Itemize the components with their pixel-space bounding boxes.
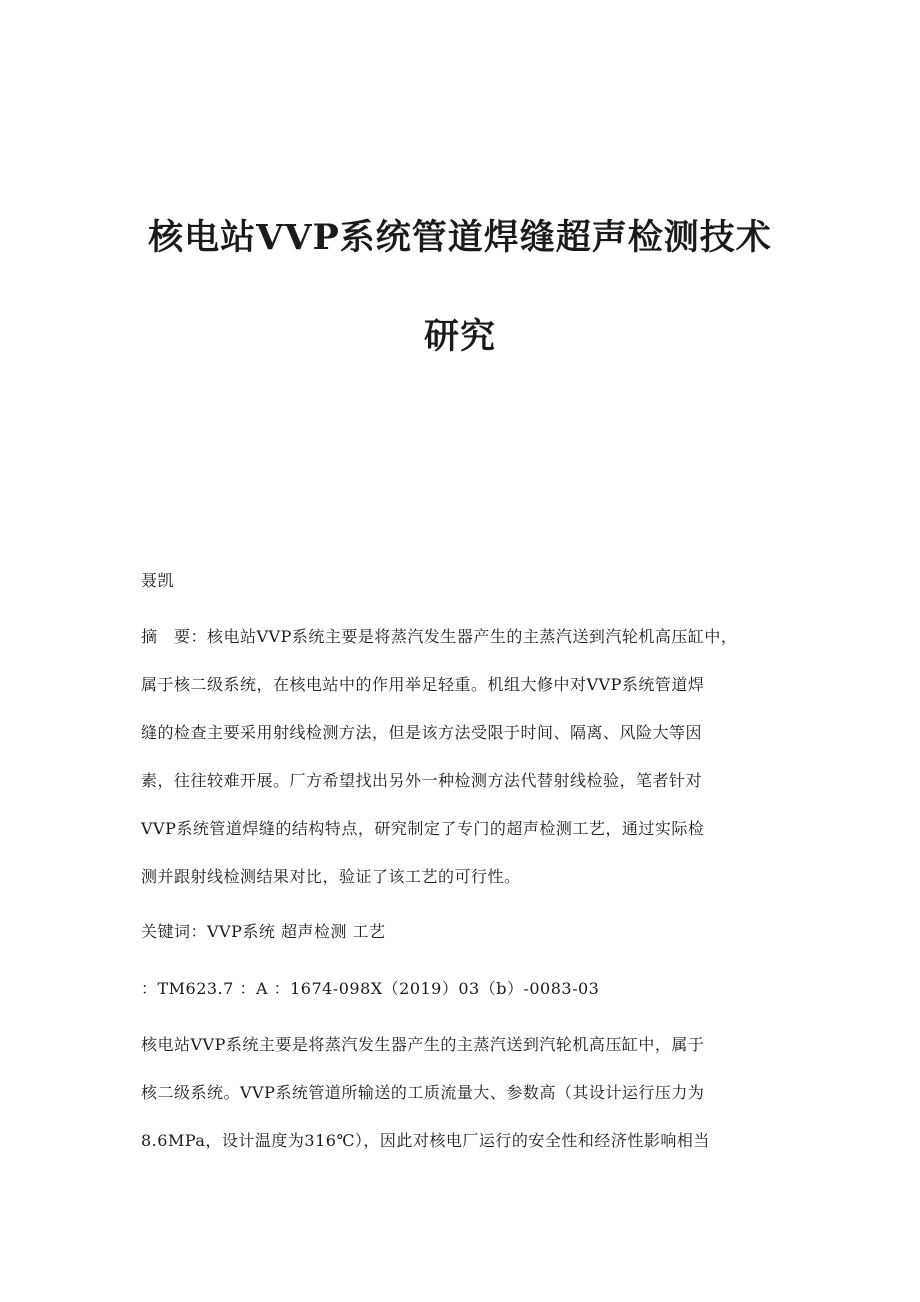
abstract-line: 素，往往较难开展。厂方希望找出另外一种检测方法代替射线检验，笔者针对 xyxy=(141,771,703,790)
paper-title-line-1: 核电站VVP系统管道焊缝超声检测技术 xyxy=(148,217,772,258)
body-paragraph-line: 8.6MPa，设计温度为316℃），因此对核电厂运行的安全性和经济性影响相当 xyxy=(141,1131,710,1150)
author-name: 聂凯 xyxy=(141,571,175,590)
body-paragraph-line: 核二级系统。VVP系统管道所输送的工质流量大、参数高（其设计运行压力为 xyxy=(141,1083,705,1102)
paper-title-line-2: 研究 xyxy=(423,316,496,357)
body-paragraph-line: 核电站VVP系统主要是将蒸汽发生器产生的主蒸汽送到汽轮机高压缸中，属于 xyxy=(141,1035,705,1054)
abstract-line: 属于核二级系统，在核电站中的作用举足轻重。机组大修中对VVP系统管道焊 xyxy=(141,675,705,694)
abstract-line: 摘 要：核电站VVP系统主要是将蒸汽发生器产生的主蒸汽送到汽轮机高压缸中， xyxy=(141,627,738,646)
keywords: 关键词：VVP系统 超声检测 工艺 xyxy=(141,922,386,941)
abstract-line: 测并跟射线检测结果对比，验证了该工艺的可行性。 xyxy=(141,867,521,886)
classification-info: ：TM623.7 ：A ：1674-098X（2019）03（b）-0083-03 xyxy=(141,979,600,998)
abstract-line: VVP系统管道焊缝的结构特点，研究制定了专门的超声检测工艺，通过实际检 xyxy=(141,819,705,838)
abstract-line: 缝的检查主要采用射线检测方法，但是该方法受限于时间、隔离、风险大等因 xyxy=(141,723,703,742)
